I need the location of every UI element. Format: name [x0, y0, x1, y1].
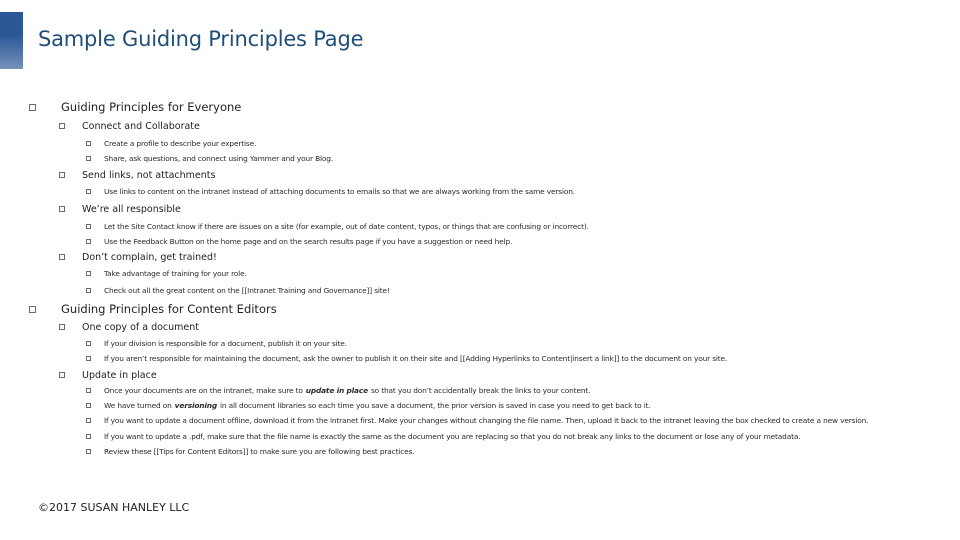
section-heading	[29, 100, 241, 114]
square-bullet-icon	[86, 388, 91, 393]
emphasis-text: versioning	[174, 400, 218, 410]
title-accent-shade	[0, 12, 23, 69]
square-bullet-icon	[59, 172, 65, 178]
square-bullet-icon	[86, 141, 91, 146]
bullet-text: We have turned on	[104, 400, 172, 410]
bullet-text: Take advantage of training for your role.	[104, 268, 247, 278]
square-bullet-icon	[59, 372, 65, 378]
group-heading	[59, 369, 157, 381]
square-bullet-icon	[86, 341, 91, 346]
square-bullet-icon	[86, 403, 91, 408]
square-bullet-icon	[86, 156, 91, 161]
list-item	[86, 400, 651, 410]
list-item	[86, 153, 333, 163]
square-bullet-icon	[86, 189, 91, 194]
emphasis-text: update in place	[305, 385, 368, 395]
square-bullet-icon	[29, 306, 36, 313]
bullet-text: Once your documents are on the intranet, make sure to	[104, 385, 303, 395]
group-heading	[59, 251, 217, 263]
group-heading	[59, 203, 181, 215]
bullet-text: Update in place	[82, 369, 157, 381]
bullet-text: If you aren’t responsible for maintaining the document, ask the owner to publish it on their site and [[Adding Hyperlinks to Content|insert a link]] to the document on your site.	[104, 353, 728, 363]
square-bullet-icon	[59, 123, 65, 129]
list-item	[86, 385, 590, 395]
bullet-text: in all document libraries so each time you save a document, the prior version is saved in case you need to get back to it.	[220, 400, 651, 410]
square-bullet-icon	[86, 418, 91, 423]
group-heading	[59, 321, 199, 333]
list-item	[86, 268, 247, 278]
square-bullet-icon	[86, 239, 91, 244]
list-item	[86, 353, 727, 363]
square-bullet-icon	[86, 356, 91, 361]
section-heading	[29, 302, 277, 316]
bullet-text: Let the Site Contact know if there are issues on a site (for example, out of date content, typos, or things that are confusing or incorrect).	[104, 221, 589, 231]
square-bullet-icon	[59, 206, 65, 212]
bullet-text: One copy of a document	[82, 321, 200, 333]
square-bullet-icon	[86, 449, 91, 454]
bullet-text: Share, ask questions, and connect using Yammer and your Blog.	[104, 153, 334, 163]
square-bullet-icon	[86, 271, 91, 276]
list-item	[86, 138, 256, 148]
list-item	[86, 415, 868, 425]
bullet-text: Use links to content on the intranet instead of attaching documents to emails so that we are always working from the same version.	[104, 186, 575, 196]
slide-title: Sample Guiding Principles Page	[38, 27, 364, 51]
bullet-text: Connect and Collaborate	[82, 120, 200, 132]
list-item	[86, 446, 414, 456]
group-heading	[59, 120, 200, 132]
bullet-text: Guiding Principles for Content Editors	[61, 302, 277, 316]
bullet-text: If you want to update a document offline, download it from the intranet first. Make your changes without changing the file name. Then, upload it back to the intranet leaving the box checked to create a new version.	[104, 415, 869, 425]
bullet-text: Create a profile to describe your expertise.	[104, 138, 257, 148]
bullet-text: Send links, not attachments	[82, 169, 216, 181]
list-item	[86, 236, 512, 246]
list-item	[86, 338, 347, 348]
group-heading	[59, 169, 215, 181]
list-item	[86, 431, 800, 441]
square-bullet-icon	[29, 104, 36, 111]
bullet-text: We’re all responsible	[82, 203, 181, 215]
bullet-text: Don’t complain, get trained!	[82, 251, 217, 263]
list-item	[86, 285, 390, 295]
square-bullet-icon	[86, 224, 91, 229]
bullet-text: If your division is responsible for a document, publish it on your site.	[104, 338, 347, 348]
bullet-text: Use the Feedback Button on the home page and on the search results page if you have a suggestion or need help.	[104, 236, 513, 246]
list-item	[86, 221, 589, 231]
bullet-text: Guiding Principles for Everyone	[61, 100, 242, 114]
list-item	[86, 186, 575, 196]
square-bullet-icon	[59, 324, 65, 330]
bullet-text: If you want to update a .pdf, make sure that the file name is exactly the same as the document you are replacing so that you do not break any links to the document or lose any of your metadata.	[104, 431, 801, 441]
bullet-text: Review these [[Tips for Content Editors]] to make sure you are following best practices.	[104, 446, 415, 456]
slide-footer: ©2017 SUSAN HANLEY LLC	[38, 501, 190, 514]
bullet-text: so that you don’t accidentally break the links to your content.	[370, 385, 591, 395]
square-bullet-icon	[86, 434, 91, 439]
square-bullet-icon	[86, 288, 91, 293]
square-bullet-icon	[59, 254, 65, 260]
bullet-text: Check out all the great content on the [[Intranet Training and Governance]] site!	[104, 285, 390, 295]
